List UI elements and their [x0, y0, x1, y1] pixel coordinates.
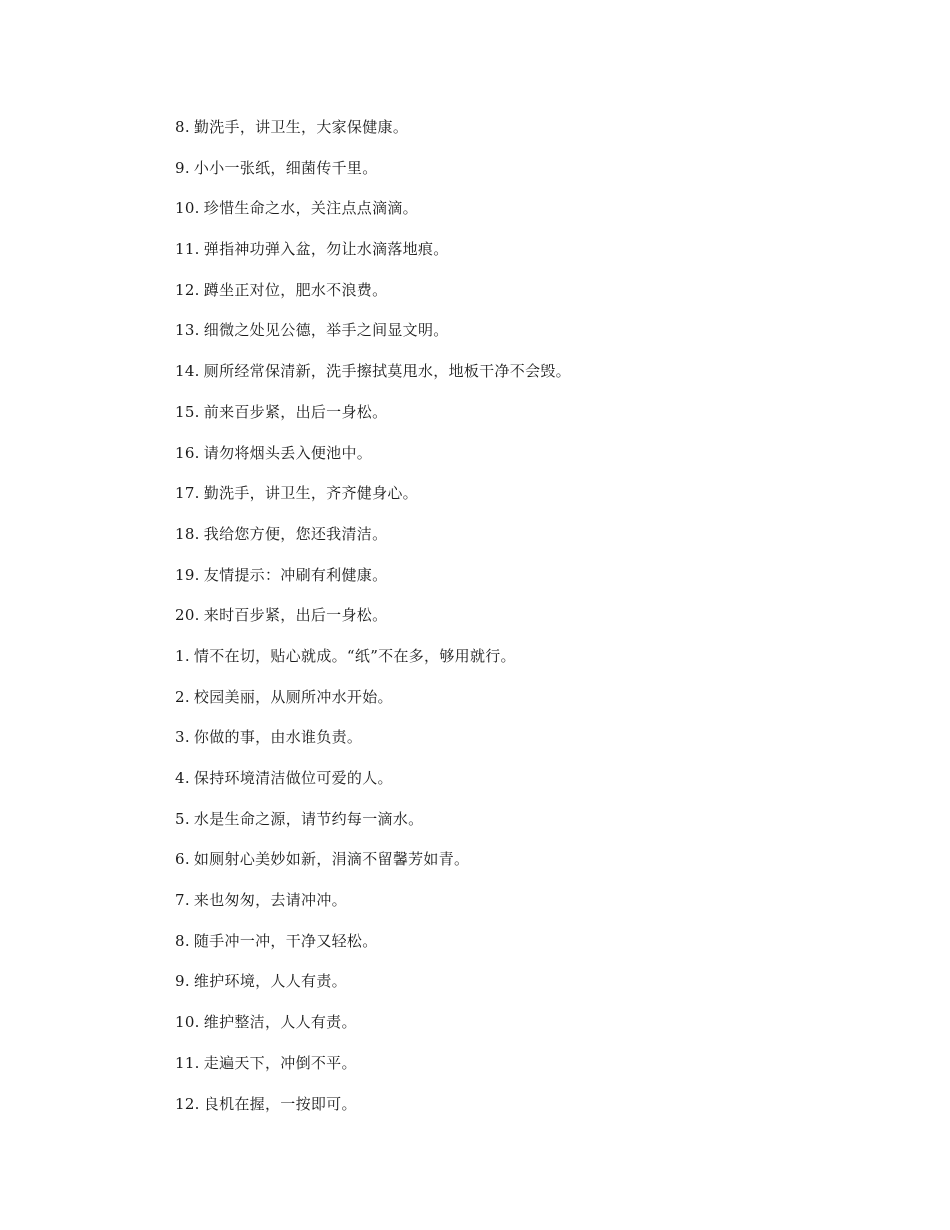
list-item — [175, 155, 571, 196]
item-number: 10. — [175, 199, 200, 218]
item-text: 前来百步紧，出后一身松。 — [203, 402, 388, 421]
list-item — [175, 765, 571, 806]
slogan-list — [175, 114, 571, 1131]
item-number: 12. — [175, 1094, 200, 1113]
list-item — [175, 1050, 571, 1091]
list-item — [175, 846, 571, 887]
item-number: 8. — [175, 931, 190, 950]
item-number: 3. — [175, 728, 190, 747]
list-item — [175, 724, 571, 765]
item-text: 小小一张纸，细菌传千里。 — [193, 158, 378, 177]
item-text: 厕所经常保清新，洗手擦拭莫甩水，地板干净不会毁。 — [203, 362, 571, 381]
list-item — [175, 928, 571, 969]
item-number: 19. — [175, 565, 200, 584]
item-text: 校园美丽，从厕所冲水开始。 — [193, 687, 393, 706]
item-text: 情不在切，贴心就成。“纸”不在多，够用就行。 — [193, 646, 516, 665]
item-text: 我给您方便，您还我清洁。 — [203, 524, 388, 543]
list-item — [175, 643, 571, 684]
item-text: 随手冲一冲，干净又轻松。 — [193, 931, 378, 950]
item-text: 良机在握，一按即可。 — [203, 1094, 357, 1113]
item-text: 你做的事，由水谁负责。 — [193, 728, 363, 747]
item-text: 走遍天下，冲倒不平。 — [203, 1053, 357, 1072]
list-item — [175, 562, 571, 603]
item-number: 5. — [175, 809, 190, 828]
item-text: 维护环境，人人有责。 — [193, 972, 347, 991]
list-item — [175, 440, 571, 481]
list-item — [175, 684, 571, 725]
list-item — [175, 968, 571, 1009]
item-number: 14. — [175, 362, 200, 381]
list-item — [175, 317, 571, 358]
item-number: 11. — [175, 1053, 200, 1072]
item-text: 勤洗手，讲卫生，齐齐健身心。 — [203, 484, 418, 503]
item-number: 2. — [175, 687, 190, 706]
list-item — [175, 480, 571, 521]
list-item — [175, 195, 571, 236]
item-text: 来时百步紧，出后一身松。 — [203, 606, 388, 625]
list-item — [175, 1091, 571, 1132]
item-number: 7. — [175, 891, 190, 910]
item-number: 17. — [175, 484, 200, 503]
list-item — [175, 1009, 571, 1050]
item-number: 8. — [175, 118, 190, 136]
list-item — [175, 887, 571, 928]
list-item — [175, 236, 571, 277]
item-text: 维护整洁，人人有责。 — [203, 1013, 357, 1032]
item-number: 16. — [175, 443, 200, 462]
item-number: 15. — [175, 402, 200, 421]
list-item — [175, 521, 571, 562]
item-number: 4. — [175, 769, 190, 787]
item-text: 勤洗手，讲卫生，大家保健康。 — [193, 118, 409, 136]
item-text: 蹲坐正对位，肥水不浪费。 — [203, 280, 388, 299]
item-text: 细微之处见公德，举手之间显文明。 — [203, 321, 449, 340]
item-number: 9. — [175, 972, 190, 991]
item-text: 珍惜生命之水，关注点点滴滴。 — [203, 199, 418, 218]
item-text: 友情提示：冲刷有利健康。 — [203, 565, 388, 584]
item-number: 18. — [175, 524, 200, 543]
list-item — [175, 358, 571, 399]
item-number: 20. — [175, 606, 200, 625]
item-number: 13. — [175, 321, 200, 340]
item-number: 11. — [175, 240, 200, 259]
item-text: 弹指神功弹入盆，勿让水滴落地痕。 — [203, 240, 449, 259]
item-number: 12. — [175, 280, 200, 299]
item-text: 请勿将烟头丢入便池中。 — [203, 443, 373, 462]
item-number: 1. — [175, 646, 190, 665]
item-number: 10. — [175, 1013, 200, 1032]
item-text: 保持环境清洁做位可爱的人。 — [193, 769, 393, 787]
item-number: 9. — [175, 158, 190, 177]
list-item — [175, 114, 571, 155]
item-text: 如厕射心美妙如新，涓滴不留馨芳如青。 — [193, 850, 470, 869]
item-text: 来也匆匆，去请冲冲。 — [193, 891, 347, 910]
item-text: 水是生命之源，请节约每一滴水。 — [193, 809, 424, 828]
list-item — [175, 806, 571, 847]
list-item — [175, 277, 571, 318]
item-number: 6. — [175, 850, 190, 869]
list-item — [175, 602, 571, 643]
list-item — [175, 399, 571, 440]
